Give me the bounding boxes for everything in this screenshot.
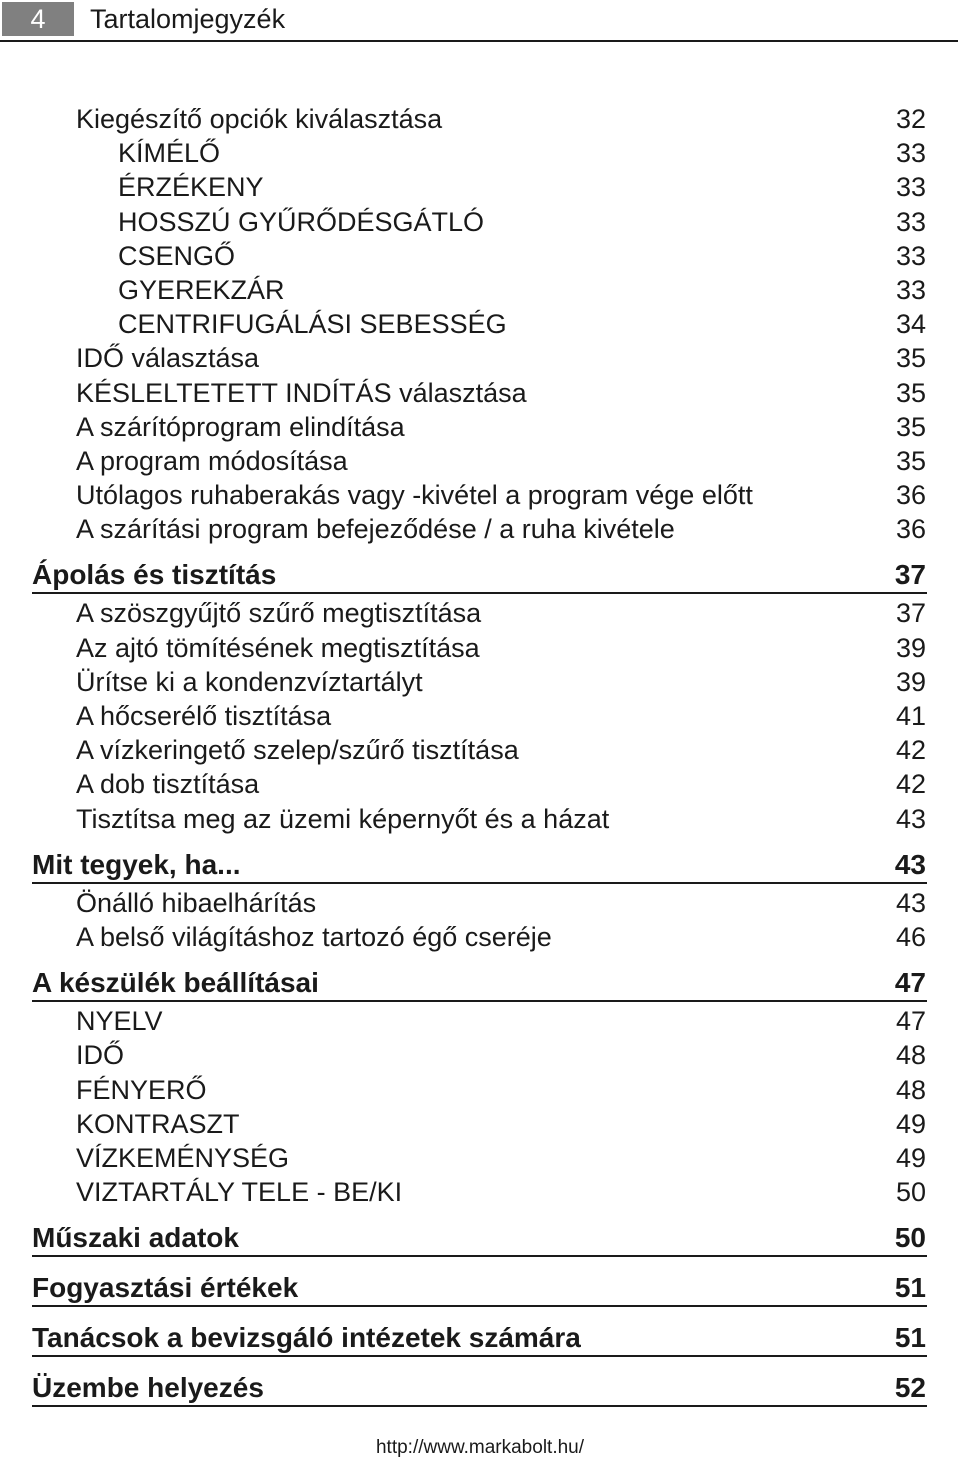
toc-entry-title: IDŐ (76, 1040, 125, 1071)
toc-entry-title: Tisztítsa meg az üzemi képernyőt és a házat (76, 803, 610, 834)
toc-entry-title: A szárítóprogram elindítása (76, 411, 405, 442)
toc-entry[interactable] (0, 136, 960, 170)
toc-entry-page: 35 (895, 343, 926, 374)
toc-entry-page: 47 (895, 1006, 926, 1037)
toc-entry-title: CENTRIFUGÁLÁSI SEBESSÉG (118, 309, 507, 340)
toc-entry[interactable] (0, 307, 960, 341)
toc-entry-title: KONTRASZT (76, 1108, 240, 1139)
toc-entry[interactable] (0, 512, 960, 546)
toc-entry-page: 49 (895, 1142, 926, 1173)
toc-entry[interactable] (0, 699, 960, 733)
toc-entry-title: HOSSZÚ GYŰRŐDÉSGÁTLÓ (118, 206, 485, 237)
toc-entry-page: 49 (895, 1108, 926, 1139)
toc-entry-page: 35 (895, 445, 926, 476)
toc-entry[interactable] (0, 444, 960, 478)
toc-entry-title: A hőcserélő tisztítása (76, 701, 332, 731)
toc-entry-page: 42 (895, 735, 926, 766)
section-divider (32, 1305, 927, 1307)
section-divider (32, 1255, 927, 1257)
toc-section-page: 50 (894, 1222, 926, 1254)
toc-section-title: A készülék beállításai (32, 967, 319, 999)
toc-entry[interactable] (0, 205, 960, 239)
toc-entry-title: KÍMÉLŐ (118, 138, 221, 169)
section-divider (32, 1405, 927, 1407)
toc-section-title: Tanácsok a bevizsgáló intézetek számára (32, 1322, 581, 1354)
toc-entry-page: 34 (895, 309, 926, 340)
toc-entry-page: 39 (895, 666, 926, 697)
toc-entry[interactable] (0, 1038, 960, 1072)
toc-entry[interactable] (0, 886, 960, 920)
section-divider (32, 592, 927, 594)
toc-entry[interactable] (0, 631, 960, 665)
toc-section-title: Mit tegyek, ha... (32, 848, 241, 880)
toc-entry-title: CSENGŐ (118, 240, 236, 271)
toc-entry-page: 35 (895, 377, 926, 408)
table-of-contents (0, 102, 960, 1409)
toc-entry-page: 48 (895, 1040, 926, 1071)
toc-section-page: 52 (894, 1372, 926, 1404)
toc-entry-title: Utólagos ruhaberakás vagy -kivétel a program vége előtt (76, 480, 753, 511)
toc-section-page: 51 (894, 1272, 926, 1304)
toc-entry-page: 46 (895, 921, 926, 952)
toc-entry-title: Az ajtó tömítésének megtisztítása (76, 632, 480, 663)
toc-entry-page: 48 (895, 1074, 926, 1105)
toc-section-title: Műszaki adatok (32, 1222, 239, 1254)
toc-section-heading[interactable] (0, 1221, 960, 1255)
toc-entry-page: 42 (895, 769, 926, 800)
toc-entry-title: GYEREKZÁR (118, 274, 285, 305)
toc-entry-page: 33 (895, 138, 926, 169)
header-divider (0, 40, 958, 42)
toc-entry[interactable] (0, 1004, 960, 1038)
toc-entry-title: A belső világításhoz tartozó égő cseréje (76, 921, 552, 952)
toc-entry-page: 43 (895, 803, 926, 834)
toc-entry[interactable] (0, 665, 960, 699)
toc-section-title: Fogyasztási értékek (32, 1272, 299, 1304)
page-title: Tartalomjegyzék (90, 4, 286, 34)
toc-entry-title: NYELV (76, 1006, 163, 1037)
toc-entry[interactable] (0, 920, 960, 954)
toc-entry[interactable] (0, 733, 960, 767)
toc-entry-page: 43 (895, 887, 926, 918)
toc-section-heading[interactable] (0, 1371, 960, 1405)
toc-section-heading[interactable] (0, 966, 960, 1000)
toc-entry-title: VÍZKEMÉNYSÉG (76, 1142, 290, 1173)
toc-entry-page: 33 (895, 240, 926, 271)
toc-entry-page: 33 (895, 172, 926, 203)
section-divider (32, 1000, 927, 1002)
toc-entry-page: 41 (895, 701, 926, 731)
toc-entry[interactable] (0, 410, 960, 444)
toc-entry-title: IDŐ választása (76, 343, 260, 374)
toc-section-heading[interactable] (0, 1321, 960, 1355)
toc-section-page: 37 (894, 559, 926, 591)
toc-section-page: 51 (894, 1322, 926, 1354)
toc-entry-title: A szöszgyűjtő szűrő megtisztítása (76, 598, 482, 629)
toc-entry[interactable] (0, 596, 960, 630)
section-divider (32, 882, 927, 884)
toc-entry-page: 35 (895, 411, 926, 442)
toc-section-page: 47 (894, 967, 926, 999)
toc-entry-title: ÉRZÉKENY (118, 172, 264, 203)
footer-url: http://www.markabolt.hu/ (375, 1437, 585, 1458)
toc-entry-title: A dob tisztítása (76, 769, 260, 800)
section-divider (32, 1355, 927, 1357)
toc-entry[interactable] (0, 1073, 960, 1107)
toc-entry-page: 50 (895, 1177, 926, 1208)
toc-entry[interactable] (0, 802, 960, 836)
toc-entry[interactable] (0, 1141, 960, 1175)
toc-entry[interactable] (0, 341, 960, 375)
toc-entry[interactable] (0, 170, 960, 204)
toc-entry-title: Kiegészítő opciók kiválasztása (76, 104, 443, 134)
toc-entry[interactable] (0, 376, 960, 410)
toc-entry-page: 32 (895, 104, 926, 134)
toc-entry-page: 33 (895, 206, 926, 237)
toc-entry-title: KÉSLELTETETT INDÍTÁS választása (76, 377, 527, 408)
toc-section-title: Üzembe helyezés (32, 1372, 264, 1404)
toc-entry-page: 37 (895, 598, 926, 629)
page-number-badge: 4 (2, 2, 74, 36)
toc-section-heading[interactable] (0, 1271, 960, 1305)
toc-entry-title: Ürítse ki a kondenzvíztartályt (76, 666, 423, 697)
toc-entry-title: VIZTARTÁLY TELE - BE/KI (76, 1177, 403, 1208)
toc-entry[interactable] (0, 1175, 960, 1209)
toc-entry-title: A szárítási program befejeződése / a ruha kivétele (76, 514, 675, 545)
toc-entry[interactable] (0, 767, 960, 801)
page-header (0, 0, 960, 42)
toc-entry-page: 33 (895, 274, 926, 305)
toc-entry[interactable] (0, 102, 960, 136)
toc-section-title: Ápolás és tisztítás (32, 559, 277, 591)
toc-entry-title: A program módosítása (76, 445, 348, 476)
toc-section-heading[interactable] (0, 558, 960, 592)
toc-entry-page: 39 (895, 632, 926, 663)
toc-section-heading[interactable] (0, 848, 960, 882)
toc-entry-page: 36 (895, 514, 926, 545)
toc-entry-page: 36 (895, 480, 926, 511)
toc-entry[interactable] (0, 239, 960, 273)
toc-entry-title: FÉNYERŐ (76, 1074, 207, 1105)
toc-entry-title: Önálló hibaelhárítás (76, 887, 317, 918)
toc-entry[interactable] (0, 478, 960, 512)
toc-entry[interactable] (0, 1107, 960, 1141)
toc-section-page: 43 (894, 848, 926, 880)
toc-entry[interactable] (0, 273, 960, 307)
toc-entry-title: A vízkeringető szelep/szűrő tisztítása (76, 735, 519, 766)
